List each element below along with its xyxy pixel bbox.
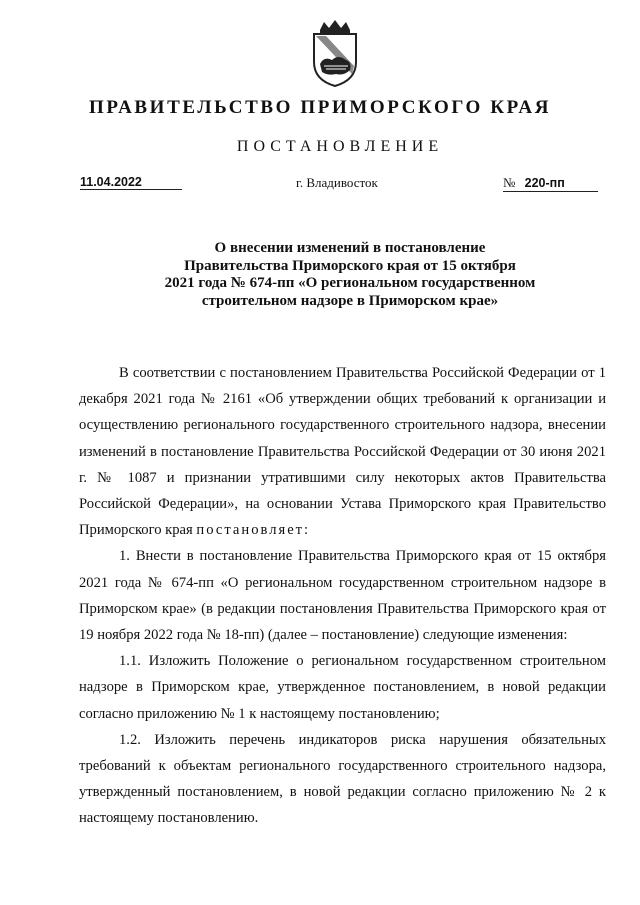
coat-of-arms-emblem (308, 20, 362, 88)
document-city: г. Владивосток (296, 175, 378, 190)
title-line: 2021 года № 674-пп «О региональном государственном (164, 275, 536, 291)
document-type: ПОСТАНОВЛЕНИЕ (236, 138, 444, 155)
item-1-2-paragraph: 1.2. Изложить перечень индикаторов риска нарушения обязательных требований к объектам регионального государственного строительного надзора, утвержденный постановлением, в новой редакции согласно приложению № 2 к настоящему постановлению. (79, 731, 606, 827)
number-label: № (503, 175, 516, 190)
title-line: Правительства Приморского края от 15 октября (184, 257, 516, 274)
document-body (79, 360, 606, 832)
document-title (60, 240, 640, 310)
preamble-text: В соответствии с постановлением Правительства Российской Федерации от 1 декабря 2021 года № 2161 «Об утверждении общих требований к организации и осуществлению регионального государственного строительного надзора, внесении изменений в постановление Правительства Российской Федерации от 30 июня 2021 г. № 1087 и признании утратившими силу некоторых актов Правительства Российской Федерации», на основании Устава Приморского края Правительство Приморского края (79, 365, 606, 539)
title-line: О внесении изменений в постановление (214, 240, 486, 256)
organization-name: ПРАВИТЕЛЬСТВО ПРИМОРСКОГО КРАЯ (88, 97, 552, 118)
decree-word: постановляет: (196, 522, 311, 539)
item-1-1-paragraph: 1.1. Изложить Положение о региональном государственном строительном надзоре в Приморском крае, утвержденное постановлением, в новой редакции согласно приложению № 1 к настоящему постановлению; (79, 653, 606, 722)
title-line: строительном надзоре в Приморском крае» (201, 292, 499, 309)
item-1-paragraph: 1. Внести в постановление Правительства Приморского края от 15 октября 2021 года № 674-пп «О региональном государственном строительном надзоре в Приморском крае» (в редакции постановления Правительства Приморского края от 19 ноября 2022 года № 18-пп) (далее – постановление) следующие изменения: (79, 548, 606, 644)
document-date: 11.04.2022 (80, 175, 182, 190)
document-number-field (503, 175, 598, 192)
preamble-paragraph (79, 360, 606, 543)
document-number: 220-пп (524, 176, 565, 190)
